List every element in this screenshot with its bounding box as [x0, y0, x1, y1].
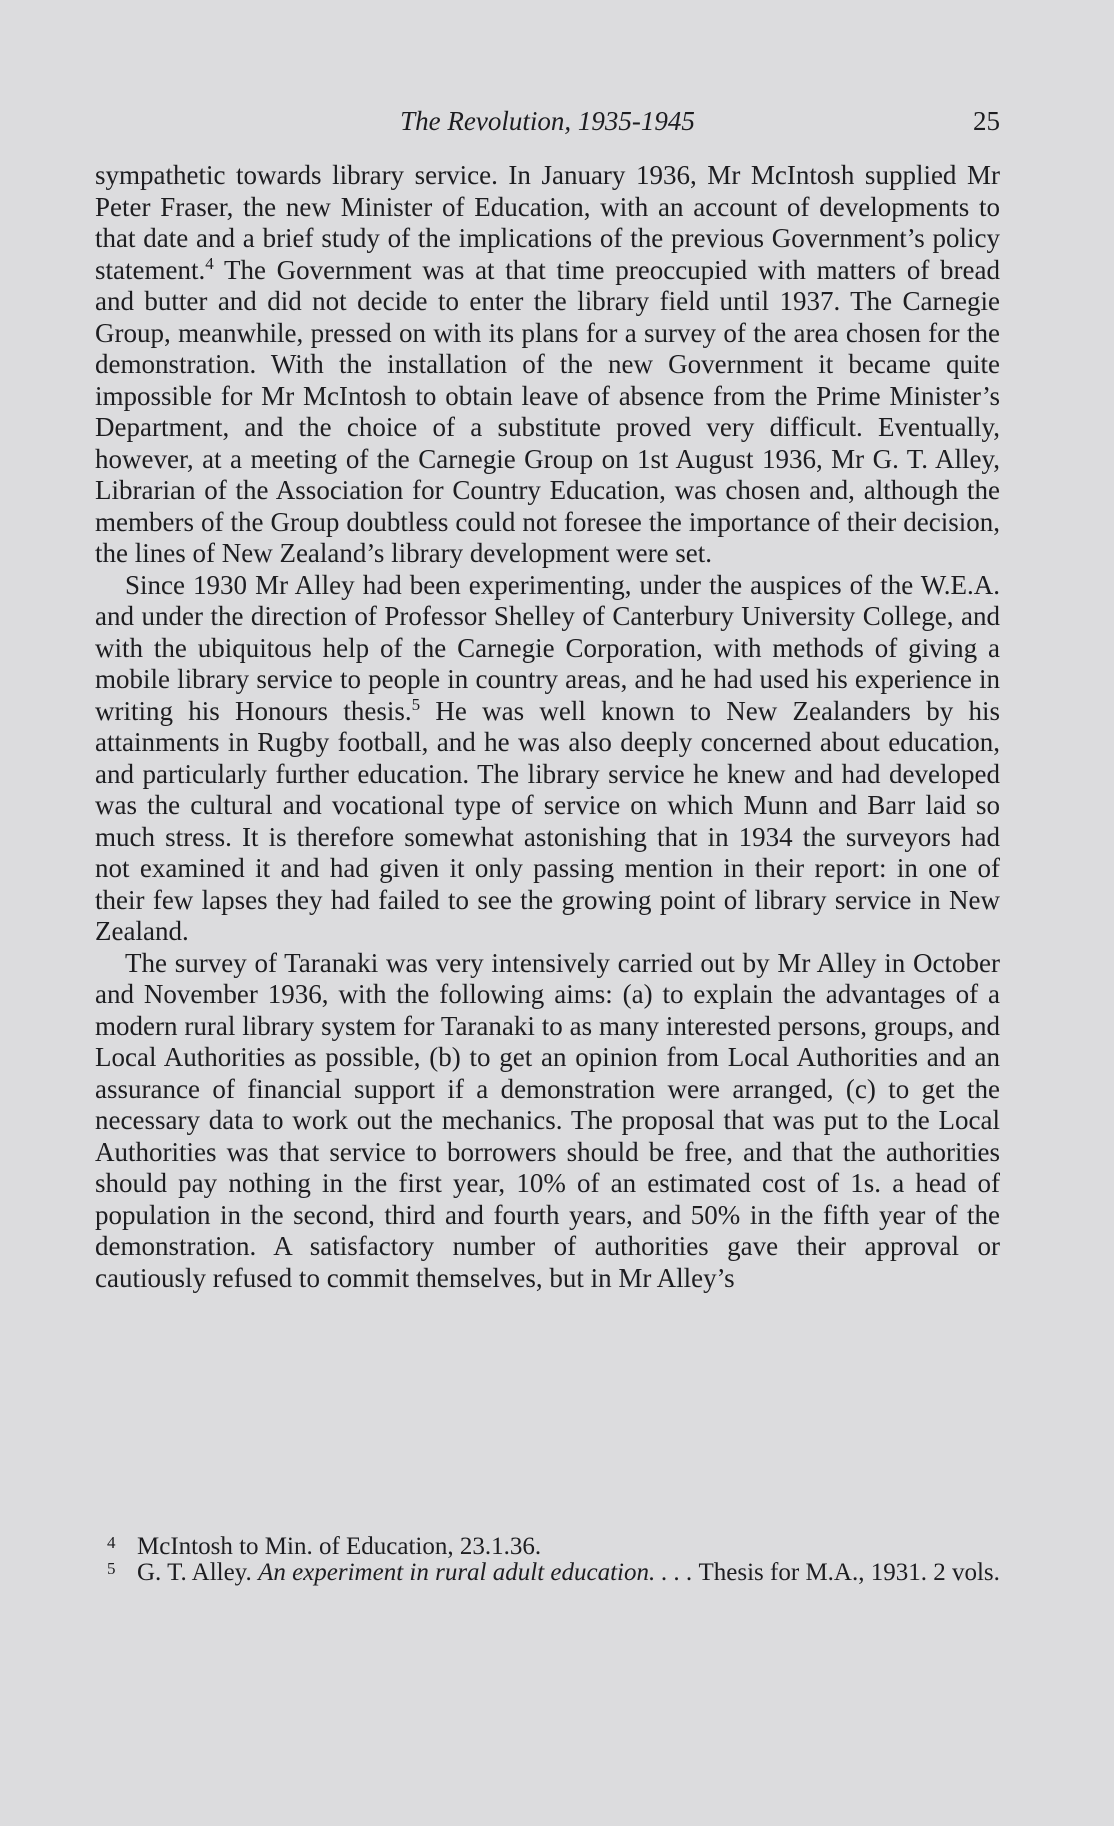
paragraph-text: Since 1930 Mr Alley had been experimenting, under the auspices of the W.E.A. and under the direction of Professor Shelley of Canterbury University College, and with the ubiquitous help of the Carnegie Corporation, with methods of giving a mobile library service to people in country areas, and he had used his experience in writing his Honours thesis.: [95, 569, 1000, 726]
body-text: [95, 160, 1000, 1294]
footnote-text: G. T. Alley.: [137, 1559, 259, 1586]
footnote-marker: 5: [107, 1559, 116, 1578]
footnote: [95, 1560, 1000, 1586]
footnote: [95, 1534, 1000, 1560]
footnote-title: An experiment in rural adult education. . . .: [258, 1559, 693, 1586]
paragraph-text: The Government was at that time preoccupied with matters of bread and butter and did not decide to enter the library field until 1937. The Carnegie Group, meanwhile, pressed on with its plans for a survey of the area chosen for the demonstration. With the installation of the new Government it became quite impossible for Mr McIntosh to obtain leave of absence from the Prime Minister’s Department, and the choice of a substitute proved very difficult. Eventually, however, at a meeting of the Carnegie Group on 1st August 1936, Mr G. T. Alley, Librarian of the Association for Country Education, was chosen and, although the members of the Group doubtless could not foresee the importance of their decision, the lines of New Zealand’s library development were set.: [95, 254, 1000, 568]
footnote-text: McIntosh to Min. of Education, 23.1.36.: [137, 1533, 542, 1560]
footnotes: [95, 1534, 1000, 1586]
page-number: 25: [973, 106, 1000, 136]
footnote-reference: 4: [205, 253, 214, 273]
paragraph: The survey of Taranaki was very intensively carried out by Mr Alley in October and November 1936, with the following aims: (a) to explain the advantages of a modern rural library system for Taranaki to as many interested persons, groups, and Local Authorities as possible, (b) to get an opinion from Local Authorities and an assurance of financial support if a demonstration were arranged, (c) to get the necessary data to work out the mechanics. The proposal that was put to the Local Authorities was that service to borrowers should be free, and that the authorities should pay nothing in the first year, 10% of an estimated cost of 1s. a head of population in the second, third and fourth years, and 50% in the fifth year of the demonstration. A satisfactory number of authorities gave their approval or cautiously refused to commit themselves, but in Mr Alley’s: [95, 947, 1000, 1293]
paragraph-text: sympathetic towards library service. In January 1936, Mr McIntosh supplied Mr Peter Fraser, the new Minister of Education, with an account of developments to that date and a brief study of the implications of the previous Government’s policy statement.: [95, 160, 1000, 285]
paragraph: [95, 570, 1000, 948]
page-header: [95, 106, 1000, 146]
footnote-text: Thesis for M.A., 1931. 2 vols.: [692, 1559, 1000, 1586]
footnote-marker: 4: [107, 1533, 116, 1552]
footnote-reference: 5: [411, 694, 421, 714]
paragraph: [95, 160, 1000, 570]
running-title: The Revolution, 1935-1945: [400, 106, 695, 136]
paragraph-text: He was well known to New Zealanders by his attainments in Rugby football, and he was also deeply concerned about education, and particularly further education. The library service he knew and had developed was the cultural and vocational type of service on which Munn and Barr laid so much stress. It is therefore somewhat astonishing that in 1934 the surveyors had not examined it and had given it only passing mention in their report: in one of their few lapses they had failed to see the growing point of library service in New Zealand.: [95, 695, 1000, 946]
